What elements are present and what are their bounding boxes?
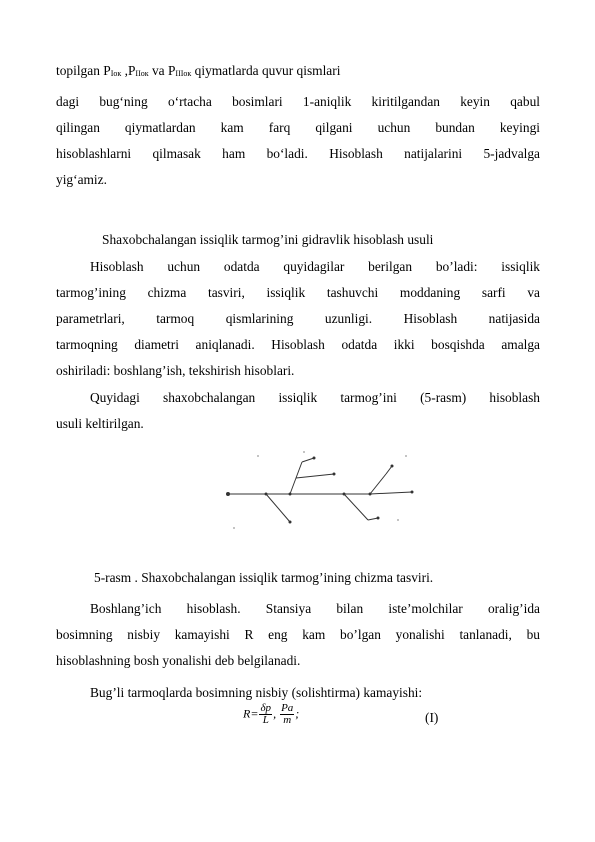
paragraph-line: dagi bug‘ning o‘rtacha bosimlari 1-aniqlik kiritilgandan keyin qabul <box>56 94 540 109</box>
diagram-nodes <box>226 451 414 528</box>
pipe-branch <box>368 518 378 520</box>
paragraph-line: parametrlari, tarmoq qismlarining uzunligi. Hisoblash natijasida <box>56 311 540 326</box>
consumer-node <box>411 491 414 494</box>
speck-mark <box>397 519 398 520</box>
paragraph-line: tarmoqning diametri aniqlanadi. Hisoblash odatda ikki bosqishda amalga <box>56 337 540 352</box>
subscript: IIок <box>135 69 149 78</box>
paragraph-line: Boshlang’ich hisoblash. Stansiya bilan iste’molchilar oralig’ida <box>90 601 540 616</box>
subscript: IIIок <box>175 69 192 78</box>
paragraph-line: qilingan qiymatlardan kam farq qilgani uchun bundan keyingi <box>56 120 540 135</box>
pipe-branch <box>386 466 392 474</box>
fraction-numerator: Pa <box>281 702 294 714</box>
paragraph-line: usuli keltirilgan. <box>56 416 144 431</box>
paragraph-line: Bug’li tarmoqlarda bosimning nisbiy (solishtirma) kamayishi: <box>90 685 423 700</box>
pipe-branch <box>302 458 314 462</box>
section-heading: Shaxobchalangan issiqlik tarmog’ini gidravlik hisoblash usuli <box>102 232 434 247</box>
consumer-node <box>313 457 316 460</box>
pipe-branch <box>344 494 368 520</box>
pipe-segment <box>370 492 412 494</box>
fraction-dp-l <box>259 703 272 726</box>
pipe-lines <box>228 458 412 522</box>
junction-node <box>369 493 372 496</box>
speck-mark <box>257 455 258 456</box>
subscript: Iок <box>110 69 122 78</box>
speck-mark <box>233 527 234 528</box>
text-fragment: ,P <box>121 63 136 78</box>
consumer-node <box>289 521 292 524</box>
paragraph-line: bosimning nisbiy kamayishi R eng kam bo’lgan yonalishi tanlanadi, bu <box>56 627 540 642</box>
formula-separator: , <box>273 706 277 721</box>
junction-node <box>343 493 346 496</box>
paragraph-line: yig‘amiz. <box>56 172 107 187</box>
equation-number: (I) <box>425 710 439 725</box>
pipe-branch <box>296 474 334 478</box>
formula-tail: ; <box>295 706 300 721</box>
pipe-branch <box>266 494 290 522</box>
speck-mark <box>303 451 304 452</box>
formula <box>243 703 299 726</box>
text-line-1 <box>56 63 540 81</box>
junction-node <box>289 493 292 496</box>
fraction-pa-m <box>280 703 294 726</box>
paragraph-line: tarmog’ining chizma tasviri, issiqlik tashuvchi moddaning sarfi va <box>56 285 540 300</box>
consumer-node <box>333 473 336 476</box>
paragraph-line: hisoblashning bosh yonalishi deb belgilanadi. <box>56 653 301 668</box>
paragraph-line: oshiriladi: boshlang’ish, tekshirish hisoblari. <box>56 363 295 378</box>
pipe-branch <box>370 474 386 494</box>
speck-mark <box>405 455 406 456</box>
fraction-denominator: L <box>262 714 269 726</box>
text-fragment: va P <box>148 63 176 78</box>
paragraph-line: Hisoblash uchun odatda quyidagilar berilgan bo’ladi: issiqlik <box>90 259 540 274</box>
paragraph-line: hisoblashlarni qilmasak ham bo‘ladi. Hisoblash natijalarini 5-jadvalga <box>56 146 540 161</box>
text-fragment: topilgan P <box>56 63 111 78</box>
fraction-numerator: δp <box>260 702 272 714</box>
source-node <box>226 492 230 496</box>
figure-caption: 5-rasm . Shaxobchalangan issiqlik tarmog’ining chizma tasviri. <box>94 570 434 585</box>
text-fragment: qiymatlarda quvur qismlari <box>191 63 341 78</box>
consumer-node <box>377 517 380 520</box>
junction-node <box>265 493 268 496</box>
consumer-node <box>391 465 394 468</box>
paragraph-line: Quyidagi shaxobchalangan issiqlik tarmog’ini (5-rasm) hisoblash <box>90 390 540 405</box>
network-diagram <box>222 450 422 530</box>
fraction-denominator: m <box>283 714 292 726</box>
formula-lhs: R= <box>243 706 259 721</box>
